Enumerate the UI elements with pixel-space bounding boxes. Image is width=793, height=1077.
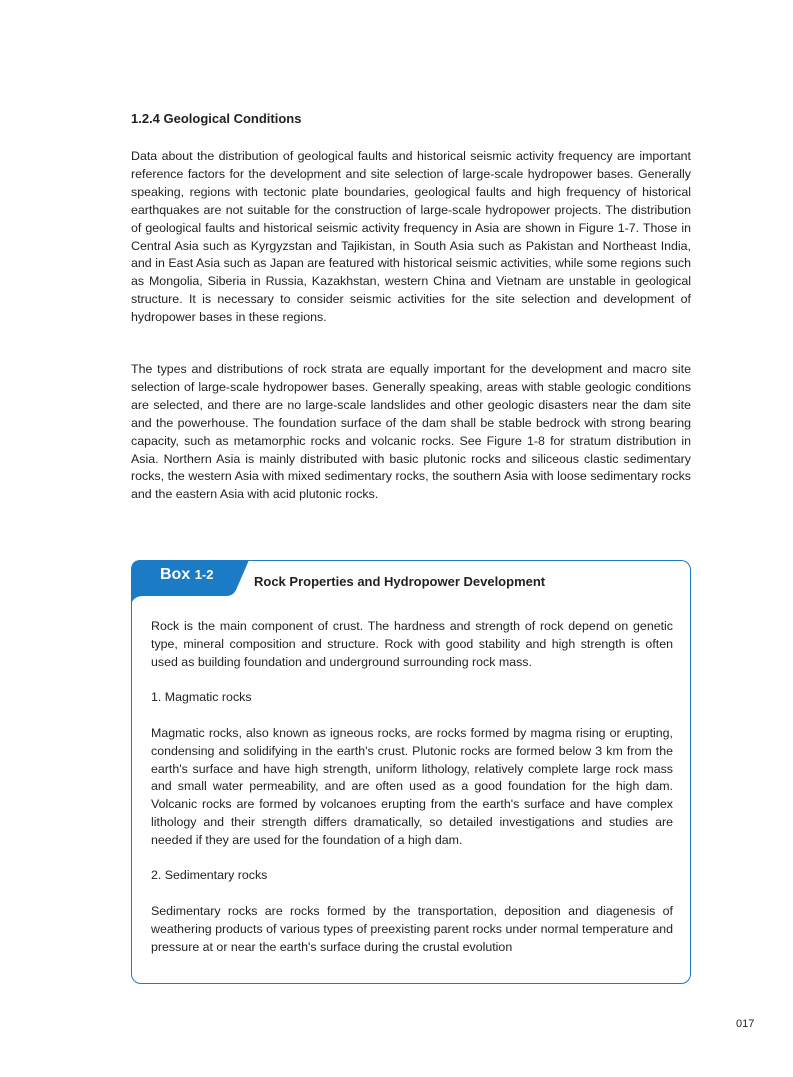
section-heading: 1.2.4 Geological Conditions — [131, 111, 302, 126]
paragraph: Data about the distribution of geological faults and historical seismic activity frequency are important reference factors for the development and site selection of large-scale hydropower bases. Generally speaking, regions with tectonic plate boundaries, geological faults and high frequency of historical earthquakes are not suitable for the construction of large-scale hydropower projects. The distribution of geological faults and historical seismic activity frequency in Asia are shown in Figure 1-7. Those in Central Asia such as Kyrgyzstan and Tajikistan, in South Asia such as Pakistan and Northeast India, and in East Asia such as Japan are featured with historical seismic activities, while some regions such as Mongolia, Siberia in Russia, Kazakhstan, western China and Vietnam are unstable in geological structure. It is necessary to consider seismic activities for the site selection and development of hydropower bases in these regions. — [131, 149, 691, 325]
box-paragraph: Sedimentary rocks are rocks formed by the transportation, deposition and diagenesis of weathering products of various types of preexisting parent rocks under normal temperature and pressure at or near the earth's surface during the crustal evolution — [151, 904, 673, 954]
page-number: 017 — [736, 1018, 755, 1030]
box-intro: Rock is the main component of crust. The hardness and strength of rock depend on genetic type, mineral composition and structure. Rock with good stability and high strength is often used as building foundation and underground surrounding rock mass. — [151, 619, 673, 669]
info-box — [131, 560, 691, 984]
box-subheading: 1. Magmatic rocks — [151, 690, 252, 704]
box-label — [160, 566, 213, 584]
paragraph: The types and distributions of rock strata are equally important for the development and macro site selection of large-scale hydropower bases. Generally speaking, areas with stable geologic conditions are selected, and there are no large-scale landslides and other geologic disasters near the dam site and the powerhouse. The foundation surface of the dam shall be stable bedrock with strong bearing capacity, such as metamorphic rocks and volcanic rocks. See Figure 1-8 for stratum distribution in Asia. Northern Asia is mainly distributed with basic plutonic rocks and siliceous clastic sedimentary rocks, the western Asia with mixed sedimentary rocks, the southern Asia with loose sedimentary rocks and the eastern Asia with acid plutonic rocks. — [131, 362, 691, 502]
box-label-text: Box — [160, 566, 191, 583]
box-subheading: 2. Sedimentary rocks — [151, 868, 268, 882]
box-number: 1-2 — [194, 567, 214, 582]
box-paragraph: Magmatic rocks, also known as igneous rocks, are rocks formed by magma rising or erupting, condensing and solidifying in the earth's crust. Plutonic rocks are formed below 3 km from the earth's surface and have high strength, uniform lithology, relatively complete large rock mass and small water permeability, and are often used as a good foundation for the high dam. Volcanic rocks are formed by volcanoes erupting from the earth's surface and have complex lithology and their strength differs dramatically, so detailed investigations and studies are needed if they are used for the foundation of a high dam. — [151, 726, 673, 847]
box-title: Rock Properties and Hydropower Development — [254, 574, 546, 589]
